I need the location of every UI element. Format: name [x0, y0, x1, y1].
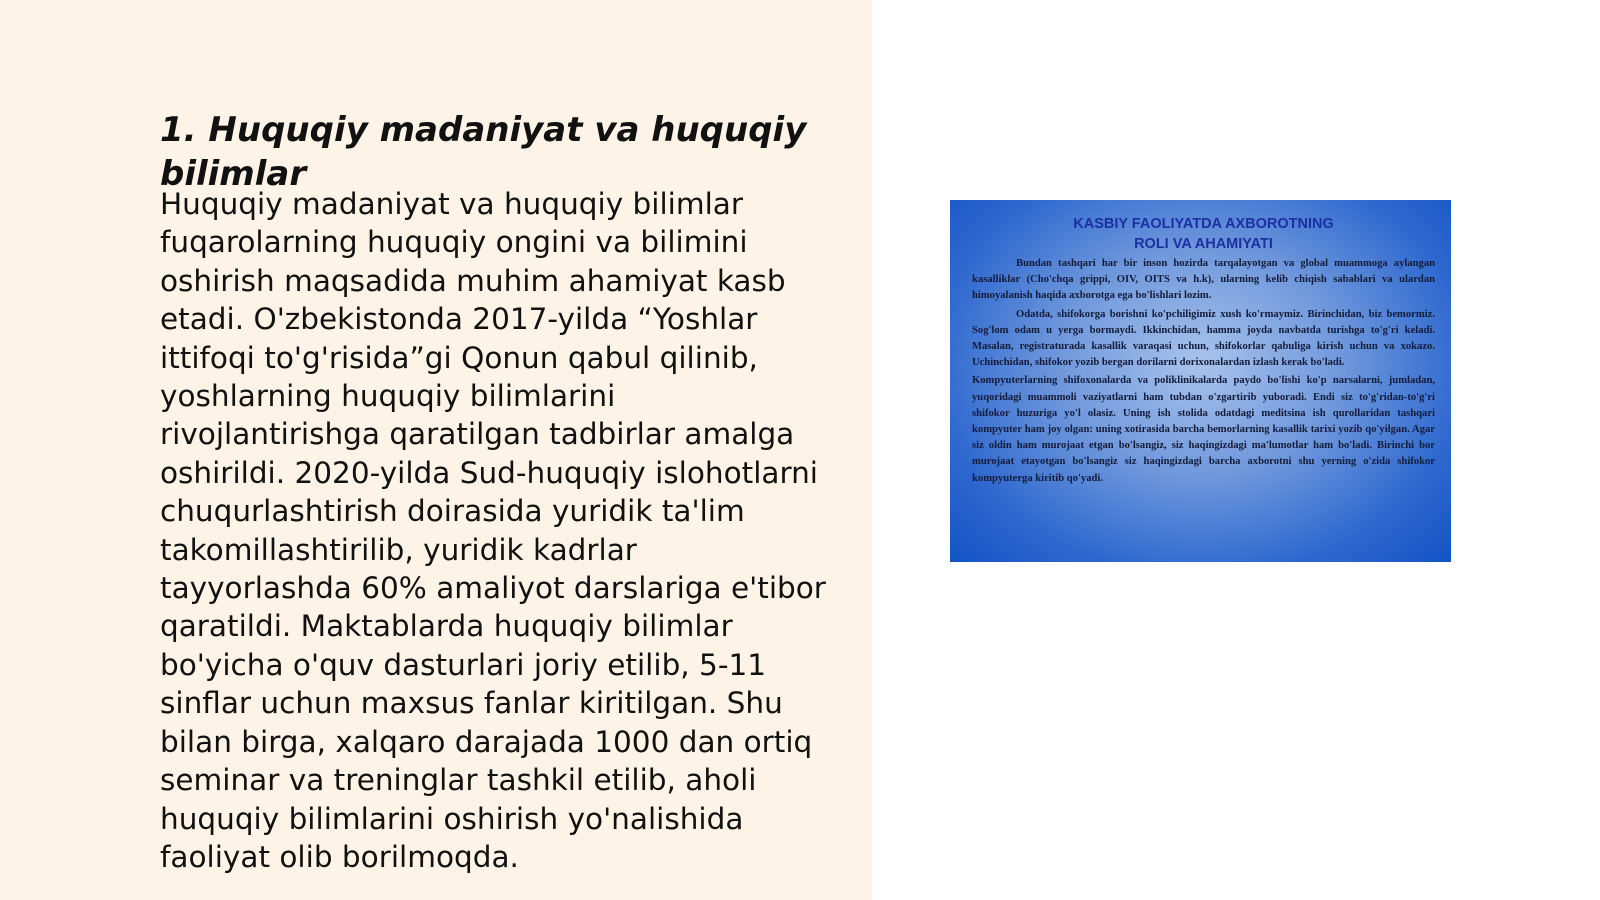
slide-body-text: Huquqiy madaniyat va huquqiy bilimlar fuqarolarning huquqiy ongini va bilimini oshirish maqsadida muhim ahamiyat kasb etadi. O'zbekistonda 2017-yilda “Yoshlar ittifoqi to'g'risida”gi Qonun qabul qilinib, yoshlarning huquqiy bilimlarini rivojlantirishga qaratilgan tadbirlar amalga oshirildi. 2020-yilda Sud-huquqiy islohotlarni chuqurlashtirish doirasida yuridik ta'lim takomillashtirilib, yuridik kadrlar tayyorlashda 60% amaliyot darslariga e'tibor qaratildi. Maktablarda huquqiy bilimlar bo'yicha o'quv dasturlari joriy etilib, 5-11 sinflar uchun maxsus fanlar kiritilgan. Shu bilan birga, xalqaro darajada 1000 dan ortiq seminar va treninglar tashkil etilib, aholi huquqiy bilimlarini oshirish yo'nalishida faoliyat olib borilmoqda.: [160, 187, 826, 874]
document-image: [950, 200, 1451, 562]
document-title-line-2: ROLI VA AHAMIYATI: [1134, 236, 1273, 252]
slide-heading: 1. Huquqiy madaniyat va huquqiy bilimlar: [160, 110, 807, 194]
document-paragraph-3: Kompyuterlarning shifoxonalarda va poliklinikalarda paydo bo'lishi ko'p narsalarni, jumladan, yuqoridagi muammoli vaziyatlarni ham tubdan o'zgartirib yuboradi. Endi siz to'g'ridan-to'g'ri shifokor huzuriga yo'l olasiz. Uning ish stolida odatdagi meditsina ish qurollaridan tashqari kompyuter ham joy olgan: uning xotirasida barcha bemorlarning kasallik tarixi yozib qo'yilgan. Agar siz oldin ham murojaat etgan bo'lsangiz, siz haqingizdagi ma'lumotlar ham bo'ladi. Birinchi bor murojaat etayotgan bo'lsangiz siz haqingizdagi barcha axborotni shu yerning o'zida shifokor kompyuterga kiritib qo'yadi.: [972, 375, 1435, 484]
document-paragraph-1: Bundan tashqari har bir inson hozirda tarqalayotgan va global muammoga aylangan kasalliklar (Cho'chqa grippi, OIV, OITS va h.k), ularning kelib chiqish sabablari va ulardan himoyalanish haqida axborotga ega bo'lishlari lozim.: [972, 258, 1435, 302]
document-paragraph-2: Odatda, shifokorga borishni ko'pchiligimiz xush ko'rmaymiz. Birinchidan, biz bemormiz. Sog'lom odam u yerga bormaydi. Ikkinchidan, hamma joyda navbatda turishga to'g'ri keladi. Masalan, registraturada kasallik varaqasi uchun, shifokorlar qabuliga kirish uchun va xokazo. Uchinchidan, shifokor yozib bergan dorilarni dorixonalardan izlash kerak bo'ladi.: [972, 308, 1435, 369]
document-title-line-1: KASBIY FAOLIYATDA AXBOROTNING: [1073, 216, 1334, 232]
